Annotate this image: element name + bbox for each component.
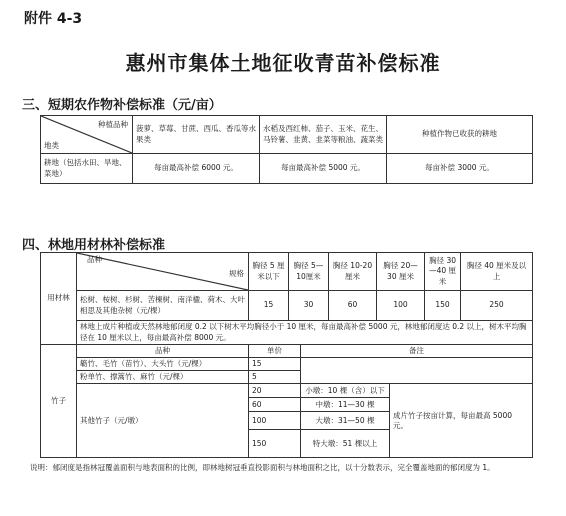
- bamboo-price-2: 5: [249, 371, 301, 384]
- attachment-label: 附件 4-3: [24, 11, 83, 27]
- row-label-farmland: 耕地（包括水田、旱地、菜地）: [41, 154, 133, 184]
- spec-header-5: 胸径 30—40 厘米: [425, 253, 461, 291]
- spec-header-3: 胸径 10-20 厘米: [329, 253, 377, 291]
- crop-col-harvested: 种植作物已收获的耕地: [387, 116, 533, 154]
- value-harvested: 每亩补偿 3000 元。: [387, 154, 533, 184]
- timber-value-1: 15: [249, 291, 289, 321]
- bamboo-remark-medium: 中墩：11—30 棵: [301, 398, 390, 412]
- bamboo-header-variety: 品种: [77, 345, 249, 358]
- value-fruit: 每亩最高补偿 6000 元。: [133, 154, 260, 184]
- timber-corner-right: 规格: [229, 269, 244, 278]
- bamboo-price-3: 20: [249, 384, 301, 398]
- short-crop-table: [40, 115, 533, 184]
- bamboo-side-note: 成片竹子按亩计算，每亩最高 5000 元。: [390, 384, 533, 458]
- crop-col-fruit: 菠萝、草莓、甘蔗、西瓜、香瓜等水果类: [133, 116, 260, 154]
- short-crop-corner-cell: [41, 116, 133, 154]
- bamboo-remark-large: 大墩：31—50 棵: [301, 412, 390, 430]
- bamboo-price-5: 100: [249, 412, 301, 430]
- section4-heading: 四、林地用材林补偿标准: [22, 238, 166, 253]
- timber-corner-left: 品种: [87, 255, 102, 264]
- bamboo-variety-1: 簕竹、毛竹（苗竹）、大头竹（元/棵）: [77, 358, 249, 371]
- bamboo-variety-2: 粉单竹、撑篙竹、麻竹（元/棵）: [77, 371, 249, 384]
- footnote: 说明：郁闭度是指林冠覆盖面积与地表面积的比例，即林地树冠垂直投影面积与林地面积之比，以十分数表示，完全覆盖地面的郁闭度为 1。: [30, 463, 495, 472]
- spec-header-1: 胸径 5 厘米以下: [249, 253, 289, 291]
- corner-left-label: 地类: [44, 140, 59, 150]
- bamboo-header-price: 单价: [249, 345, 301, 358]
- diagonal-line: [77, 253, 248, 290]
- timber-value-5: 150: [425, 291, 461, 321]
- timber-species: 松树、桉树、杉树、苦楝树、南洋楹、荷木、大叶相思及其他杂树（元/棵）: [77, 291, 249, 321]
- timber-corner-cell: [77, 253, 249, 291]
- bamboo-price-1: 15: [249, 358, 301, 371]
- bamboo-remark-empty: [301, 358, 533, 384]
- bamboo-price-6: 150: [249, 430, 301, 458]
- bamboo-price-4: 60: [249, 398, 301, 412]
- document-title: 惠州市集体土地征收青苗补偿标准: [125, 51, 441, 75]
- bamboo-header-remark: 备注: [301, 345, 533, 358]
- timber-row-label: 用材林: [41, 253, 77, 345]
- forest-table: [40, 252, 533, 458]
- timber-note: 林地上成片种植或天然林地郁闭度 0.2 以下树木平均胸径小于 10 厘米，每亩最高补偿 5000 元，林地郁闭度达 0.2 以上，树木平均胸径在 10 厘米以上，每亩最高补偿 8000 元。: [77, 321, 533, 345]
- bamboo-variety-3: 其他竹子（元/墩）: [77, 384, 249, 458]
- bamboo-remark-small: 小墩：10 棵（含）以下: [301, 384, 390, 398]
- value-grain: 每亩最高补偿 5000 元。: [260, 154, 387, 184]
- section3-heading: 三、短期农作物补偿标准（元/亩）: [22, 98, 222, 113]
- bamboo-row-label: 竹子: [41, 345, 77, 458]
- bamboo-remark-xlarge: 特大墩：51 棵以上: [301, 430, 390, 458]
- spec-header-4: 胸径 20—30 厘米: [377, 253, 425, 291]
- spec-header-6: 胸径 40 厘米及以上: [461, 253, 533, 291]
- timber-value-4: 100: [377, 291, 425, 321]
- timber-value-2: 30: [289, 291, 329, 321]
- corner-right-label: 种植品种: [98, 120, 128, 129]
- crop-col-grain: 水稻及西红柿、茄子、玉米、花生、马铃薯、韭黄、韭菜等粮油、蔬菜类: [260, 116, 387, 154]
- timber-value-6: 250: [461, 291, 533, 321]
- spec-header-2: 胸径 5—10厘米: [289, 253, 329, 291]
- timber-value-3: 60: [329, 291, 377, 321]
